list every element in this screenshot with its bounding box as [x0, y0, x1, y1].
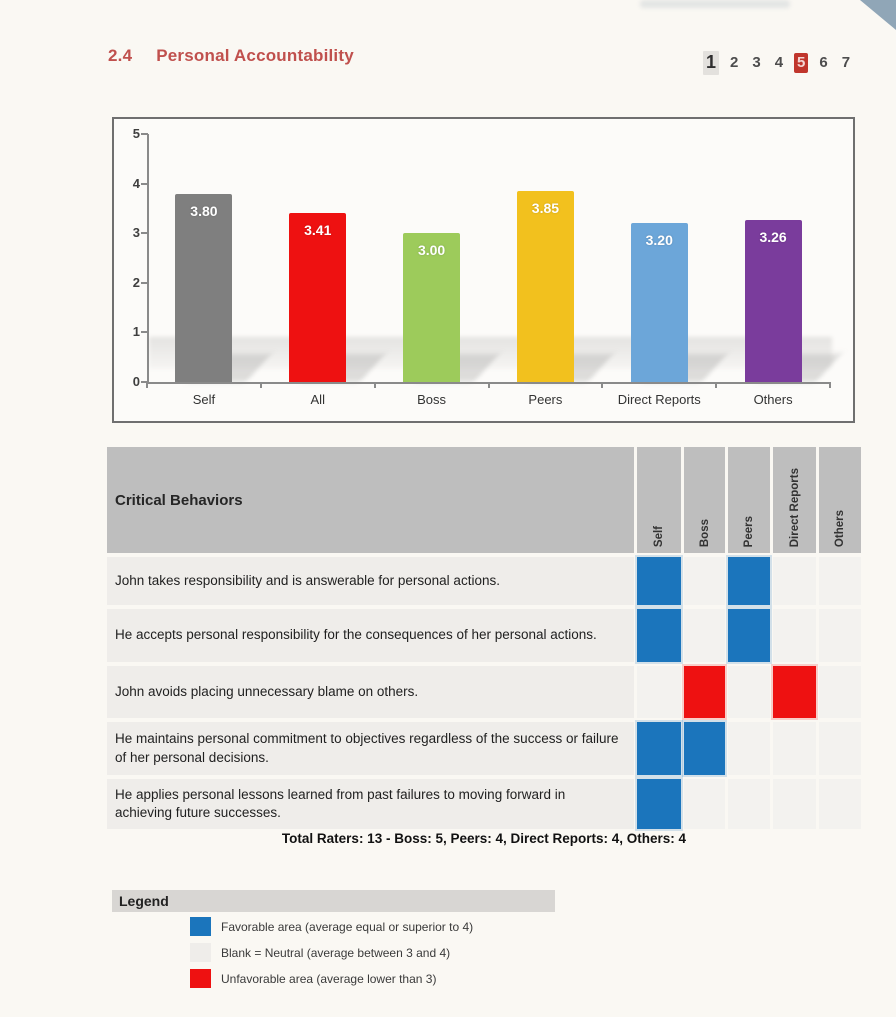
y-axis-tick	[141, 331, 148, 333]
bar-value-label: 3.26	[759, 229, 787, 246]
page-number-5[interactable]: 5	[794, 53, 808, 73]
bar-value-label: 3.41	[304, 221, 332, 238]
x-axis-category-label: All	[310, 392, 325, 407]
rating-cell-direct-reports-row-3-unfavorable	[773, 666, 816, 718]
page-title: Personal Accountability	[156, 46, 354, 65]
x-axis-category-label: Others	[753, 392, 793, 407]
y-axis-tick	[141, 133, 148, 135]
rating-cell-boss-row-5	[684, 779, 725, 829]
rating-cell-direct-reports-row-4	[773, 722, 816, 775]
behavior-text-row-3: John avoids placing unnecessary blame on others.	[107, 666, 634, 718]
table-header-self	[637, 447, 681, 553]
legend-swatch-favorable	[190, 917, 211, 936]
rating-cell-direct-reports-row-1	[773, 557, 816, 605]
bar-self	[175, 194, 232, 382]
y-axis-label: 1	[132, 324, 140, 340]
bar-boss	[403, 233, 460, 382]
legend-header	[112, 890, 555, 912]
bar-value-label: 3.20	[645, 232, 673, 249]
rating-cell-others-row-4	[819, 722, 861, 775]
legend-item-favorable	[190, 916, 473, 937]
legend-label-neutral: Blank = Neutral (average between 3 and 4)	[221, 945, 451, 960]
rating-cell-self-row-3	[637, 666, 681, 718]
rating-cell-boss-row-1	[684, 557, 725, 605]
critical-behaviors-table	[107, 447, 861, 829]
behavior-text-row-1: John takes responsibility and is answerable for personal actions.	[107, 557, 634, 605]
legend-item-neutral	[190, 942, 473, 963]
bar-direct-reports	[631, 223, 688, 382]
page-number-6[interactable]: 6	[819, 53, 828, 71]
ratings-bar-chart	[112, 117, 855, 423]
legend-label-unfavorable: Unfavorable area (average lower than 3)	[221, 971, 437, 986]
page-corner-fold	[860, 0, 896, 30]
table-header-direct-reports	[773, 447, 816, 553]
legend-title: Legend	[119, 893, 169, 909]
y-axis-tick	[141, 232, 148, 234]
y-axis-tick	[141, 183, 148, 185]
rating-cell-peers-row-3	[728, 666, 770, 718]
page-number-4[interactable]: 4	[774, 53, 784, 71]
faint-header-artifact	[640, 0, 790, 8]
bar-others	[745, 220, 802, 382]
rotated-column-label: Boss	[698, 518, 711, 547]
behavior-text-row-4: He maintains personal commitment to objectives regardless of the success or failure of her personal decisions.	[107, 722, 634, 775]
x-axis-category-label: Peers	[528, 392, 563, 407]
rating-cell-peers-row-2-favorable	[728, 609, 770, 662]
rating-cell-direct-reports-row-5	[773, 779, 816, 829]
section-number: 2.4	[108, 46, 133, 65]
y-axis-label: 2	[132, 274, 140, 290]
rotated-column-label: Direct Reports	[788, 467, 801, 547]
rating-cell-others-row-3	[819, 666, 861, 718]
table-header-behaviors: Critical Behaviors	[107, 447, 634, 553]
total-raters-line: Total Raters: 13 - Boss: 5, Peers: 4, Direct Reports: 4, Others: 4	[281, 831, 687, 846]
x-axis-line	[147, 382, 830, 384]
rating-cell-others-row-1	[819, 557, 861, 605]
legend-swatch-neutral	[190, 943, 211, 962]
page-number-3[interactable]: 3	[752, 53, 761, 71]
bar-peers	[517, 191, 574, 382]
rating-cell-boss-row-3-unfavorable	[684, 666, 725, 718]
rating-cell-peers-row-1-favorable	[728, 557, 770, 605]
rating-cell-direct-reports-row-2	[773, 609, 816, 662]
page-number-1[interactable]: 1	[703, 51, 719, 75]
x-axis-category-label: Boss	[417, 392, 447, 407]
legend-item-unfavorable	[190, 968, 473, 989]
rating-cell-others-row-5	[819, 779, 861, 829]
bar-value-label: 3.00	[417, 242, 446, 259]
legend-items	[190, 916, 473, 989]
behavior-text-row-2: He accepts personal responsibility for the consequences of her personal actions.	[107, 609, 634, 662]
rating-cell-boss-row-4-favorable	[684, 722, 725, 775]
pagination	[703, 51, 853, 75]
legend-label-favorable: Favorable area (average equal or superior to 4)	[221, 919, 474, 934]
x-axis-category-label: Self	[192, 392, 216, 407]
table-header-peers	[728, 447, 770, 553]
rating-cell-peers-row-4	[728, 722, 770, 775]
y-axis-line	[147, 134, 149, 382]
table-header-others	[819, 447, 861, 553]
y-axis-label: 5	[132, 126, 140, 141]
bar-value-label: 3.85	[531, 200, 560, 217]
behavior-text-row-5: He applies personal lessons learned from past failures to moving forward in achieving future successes.	[107, 779, 634, 829]
rating-cell-peers-row-5	[728, 779, 770, 829]
rotated-column-label: Self	[653, 525, 665, 547]
chart-plot-area	[114, 119, 853, 421]
rating-cell-self-row-1-favorable	[637, 557, 681, 605]
rating-cell-others-row-2	[819, 609, 861, 662]
page-number-7[interactable]: 7	[841, 53, 851, 71]
bar-all	[289, 213, 346, 382]
rating-cell-self-row-4-favorable	[637, 722, 681, 775]
legend-swatch-unfavorable	[190, 969, 211, 988]
x-axis-category-label: Direct Reports	[617, 392, 701, 407]
y-axis-label: 3	[132, 225, 140, 241]
rotated-column-label: Peers	[743, 515, 755, 547]
y-axis-tick	[141, 282, 148, 284]
rating-cell-self-row-5-favorable	[637, 779, 681, 829]
y-axis-label: 4	[132, 175, 140, 191]
rotated-column-label: Others	[834, 509, 846, 547]
page-number-2[interactable]: 2	[730, 53, 739, 71]
rating-cell-boss-row-2	[684, 609, 725, 662]
table-header-boss	[684, 447, 725, 553]
y-axis-label: 0	[132, 374, 140, 389]
bar-value-label: 3.80	[190, 202, 218, 219]
section-title	[108, 46, 354, 66]
rating-cell-self-row-2-favorable	[637, 609, 681, 662]
